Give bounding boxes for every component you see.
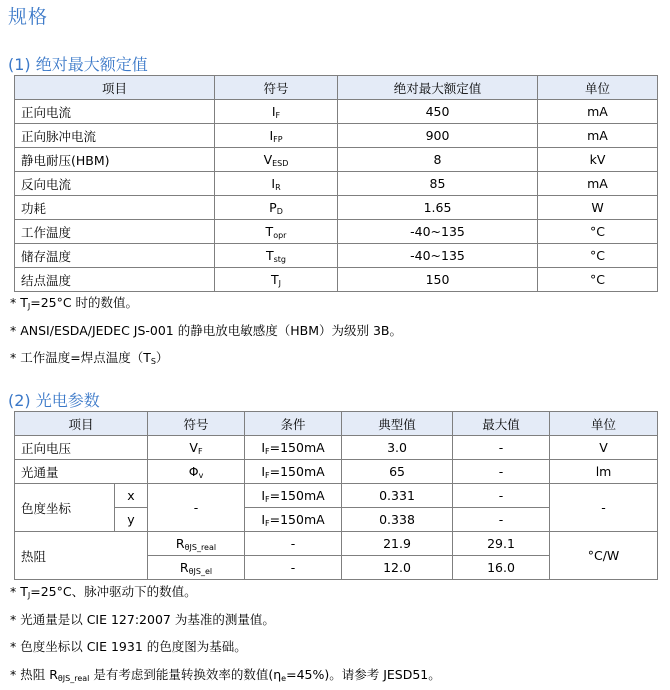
- row-typical: 65: [342, 460, 453, 484]
- table-row: [15, 100, 658, 124]
- abs-max-table: [14, 75, 658, 292]
- row-symbol: $\Phi_v$: [148, 460, 245, 484]
- row-typical: 0.331: [342, 484, 453, 508]
- row-unit: °C/W: [550, 532, 658, 580]
- note: * 工作温度=焊点温度$(T_S)$: [10, 346, 402, 374]
- table-row: [15, 436, 658, 460]
- row-condition: $I_F=150mA$: [245, 460, 342, 484]
- note: * 色度坐标以 CIE 1931 的色度图为基础。: [10, 635, 441, 663]
- row-item: 正向电压: [15, 436, 148, 460]
- row-item: 正向脉冲电流: [15, 124, 215, 148]
- row-condition: -: [245, 532, 342, 556]
- row-symbol: $R_{\theta JS\_real}$: [148, 532, 245, 556]
- note: * ANSI/ESDA/JEDEC JS-001 的静电放电敏感度（HBM）为级别 3B。: [10, 319, 402, 347]
- row-value: 150: [338, 268, 538, 292]
- row-unit: °C: [538, 244, 658, 268]
- header-typical: 典型值: [342, 412, 453, 436]
- row-value: 450: [338, 100, 538, 124]
- table-row: [15, 172, 658, 196]
- row-typical: 0.338: [342, 508, 453, 532]
- row-axis-y: y: [115, 508, 148, 532]
- row-symbol: $V_F$: [148, 436, 245, 460]
- table-row: [15, 148, 658, 172]
- table-row: [15, 124, 658, 148]
- row-unit: lm: [550, 460, 658, 484]
- row-unit: V: [550, 436, 658, 460]
- row-symbol: $P_D$: [215, 196, 338, 220]
- note: * 光通量是以 CIE 127:2007 为基准的测量值。: [10, 608, 441, 636]
- note: * $T_J=25^\circ C$、脉冲驱动下的数值。: [10, 580, 441, 608]
- header-condition: 条件: [245, 412, 342, 436]
- row-value: -40~135: [338, 244, 538, 268]
- table-row: [15, 244, 658, 268]
- row-symbol: $I_{FP}$: [215, 124, 338, 148]
- row-item: 反向电流: [15, 172, 215, 196]
- row-value: -40~135: [338, 220, 538, 244]
- row-value: 8: [338, 148, 538, 172]
- header-unit: 单位: [538, 76, 658, 100]
- row-symbol: $T_{opr}$: [215, 220, 338, 244]
- row-item: 色度坐标: [15, 484, 115, 532]
- row-condition: $I_F=150mA$: [245, 484, 342, 508]
- header-symbol: 符号: [215, 76, 338, 100]
- row-max: -: [453, 508, 550, 532]
- note: * 热阻 $R_{\theta JS\_real}$ 是有考虑到能量转换效率的数值$(\eta_e=45\%)$。请参考 JESD51。: [10, 663, 441, 690]
- row-max: -: [453, 436, 550, 460]
- row-item: 储存温度: [15, 244, 215, 268]
- row-item: 工作温度: [15, 220, 215, 244]
- row-condition: $I_F=150mA$: [245, 436, 342, 460]
- row-item: 功耗: [15, 196, 215, 220]
- table-row: [15, 460, 658, 484]
- row-value: 85: [338, 172, 538, 196]
- abs-max-notes: [10, 291, 402, 374]
- row-item: 正向电流: [15, 100, 215, 124]
- header-symbol: 符号: [148, 412, 245, 436]
- row-unit: kV: [538, 148, 658, 172]
- row-typical: 21.9: [342, 532, 453, 556]
- optical-table: [14, 411, 658, 580]
- table-header-row: [15, 76, 658, 100]
- row-item: 结点温度: [15, 268, 215, 292]
- optical-notes: [10, 580, 441, 690]
- row-unit: °C: [538, 220, 658, 244]
- row-unit: W: [538, 196, 658, 220]
- row-symbol: $R_{\theta JS\_el}$: [148, 556, 245, 580]
- header-max: 最大值: [453, 412, 550, 436]
- row-item: 静电耐压(HBM): [15, 148, 215, 172]
- row-max: -: [453, 484, 550, 508]
- row-symbol: $T_{stg}$: [215, 244, 338, 268]
- row-unit: mA: [538, 100, 658, 124]
- row-value: 900: [338, 124, 538, 148]
- row-typical: 12.0: [342, 556, 453, 580]
- table-row: [15, 484, 658, 508]
- table-row: [15, 220, 658, 244]
- row-condition: -: [245, 556, 342, 580]
- row-symbol: -: [148, 484, 245, 532]
- page-title: 规格: [8, 2, 48, 29]
- header-item: 项目: [15, 76, 215, 100]
- row-max: 16.0: [453, 556, 550, 580]
- section-title-abs-max: (1) 绝对最大额定值: [8, 52, 148, 75]
- row-typical: 3.0: [342, 436, 453, 460]
- row-unit: mA: [538, 124, 658, 148]
- header-item: 项目: [15, 412, 148, 436]
- row-symbol: $I_F$: [215, 100, 338, 124]
- header-rating: 绝对最大额定值: [338, 76, 538, 100]
- row-axis-x: x: [115, 484, 148, 508]
- row-unit: °C: [538, 268, 658, 292]
- row-symbol: $I_R$: [215, 172, 338, 196]
- row-unit: -: [550, 484, 658, 532]
- table-row: [15, 532, 658, 556]
- row-max: -: [453, 460, 550, 484]
- header-unit: 单位: [550, 412, 658, 436]
- note: * $T_J=25^\circ C$ 时的数值。: [10, 291, 402, 319]
- section-title-optical: (2) 光电参数: [8, 388, 100, 411]
- row-unit: mA: [538, 172, 658, 196]
- table-row: [15, 268, 658, 292]
- row-item: 热阻: [15, 532, 148, 580]
- row-item: 光通量: [15, 460, 148, 484]
- table-header-row: [15, 412, 658, 436]
- row-condition: $I_F=150mA$: [245, 508, 342, 532]
- row-symbol: $T_J$: [215, 268, 338, 292]
- row-symbol: $V_{ESD}$: [215, 148, 338, 172]
- row-value: 1.65: [338, 196, 538, 220]
- row-max: 29.1: [453, 532, 550, 556]
- table-row: [15, 196, 658, 220]
